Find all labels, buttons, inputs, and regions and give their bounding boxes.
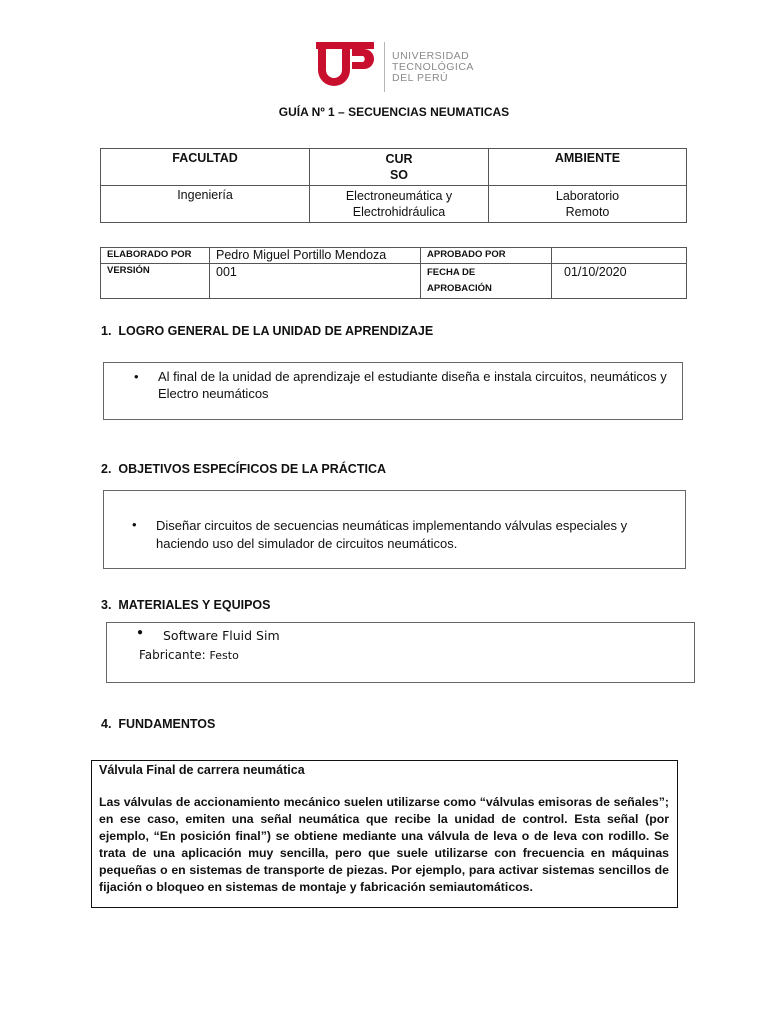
fabricante-line	[139, 644, 239, 663]
fundamentos-title: Válvula Final de carrera neumática	[99, 763, 305, 777]
section-4-heading: 4. FUNDAMENTOS	[101, 717, 216, 731]
aprobado-label: APROBADO POR	[421, 248, 552, 264]
fundamentos-box	[91, 760, 678, 908]
fecha-value: 01/10/2020	[552, 264, 687, 299]
section-3-box	[106, 622, 695, 683]
section-2-heading: 2. OBJETIVOS ESPECÍFICOS DE LA PRÁCTICA	[101, 462, 386, 476]
section-3-heading: 3. MATERIALES Y EQUIPOS	[101, 598, 271, 612]
value-facultad: Ingeniería	[101, 186, 310, 223]
document-title: GUÍA Nº 1 – SECUENCIAS NEUMATICAS	[278, 105, 510, 119]
value-ambiente: Laboratorio Remoto	[489, 186, 687, 223]
fecha-label: FECHA DE APROBACIÓN	[421, 264, 552, 299]
fabricante-label: Fabricante:	[139, 648, 210, 662]
fundamentos-body: Las válvulas de accionamiento mecánico suelen utilizarse como “válvulas emisoras de señales”; en ese caso, emiten una señal neumática que recibe la unidad de control. Esta señal (por ejemplo, “En posición final”) se obtiene mediante una válvula de leva o de leva con rodillo. Se trata de una aplicación muy sencilla, pero que suele utilizarse con frecuencia en máquinas pequeñas o en sistemas de transporte de piezas. Por ejemplo, para activar sistemas sencillos de fijación o bloqueo en sistemas de montaje y fabricación semiautomáticos.	[99, 795, 669, 894]
logo-line-1: UNIVERSIDAD	[392, 50, 470, 62]
utp-logo-mark	[312, 40, 378, 96]
utp-logo	[312, 40, 482, 96]
bullet-icon: •	[132, 517, 137, 532]
section-2-box	[103, 490, 686, 569]
authoring-table	[100, 247, 687, 299]
elaborado-value: Pedro Miguel Portillo Mendoza	[210, 248, 421, 264]
logo-line-2: TECNOLÓGICA	[392, 61, 474, 73]
section-2-bullet: Diseñar circuitos de secuencias neumáticas implementando válvulas especiales y haciendo uso del simulador de circuitos neumáticos.	[156, 518, 628, 551]
bullet-icon: ●	[137, 627, 144, 638]
section-1-box	[103, 362, 683, 420]
header-ambiente: AMBIENTE	[489, 149, 687, 186]
version-label: VERSIÓN	[101, 264, 210, 299]
section-1-heading: 1. LOGRO GENERAL DE LA UNIDAD DE APRENDIZAJE	[101, 324, 434, 338]
header-facultad: FACULTAD	[101, 149, 310, 186]
elaborado-label: ELABORADO POR	[101, 248, 210, 264]
course-info-table	[100, 148, 687, 223]
logo-divider	[384, 42, 385, 92]
logo-text	[392, 51, 474, 84]
section-1-bullet: Al final de la unidad de aprendizaje el estudiante diseña e instala circuitos, neumáticos y Electro neumáticos	[158, 369, 667, 401]
section-3-bullet: Software Fluid Sim	[163, 628, 280, 643]
value-curso: Electroneumática y Electrohidráulica	[310, 186, 489, 223]
bullet-icon: •	[134, 369, 139, 384]
version-value: 001	[210, 264, 421, 299]
header-curso: CUR SO	[310, 149, 489, 186]
fabricante-value: Festo	[209, 649, 239, 662]
aprobado-value	[552, 248, 687, 264]
logo-line-3: DEL PERÚ	[392, 72, 449, 84]
